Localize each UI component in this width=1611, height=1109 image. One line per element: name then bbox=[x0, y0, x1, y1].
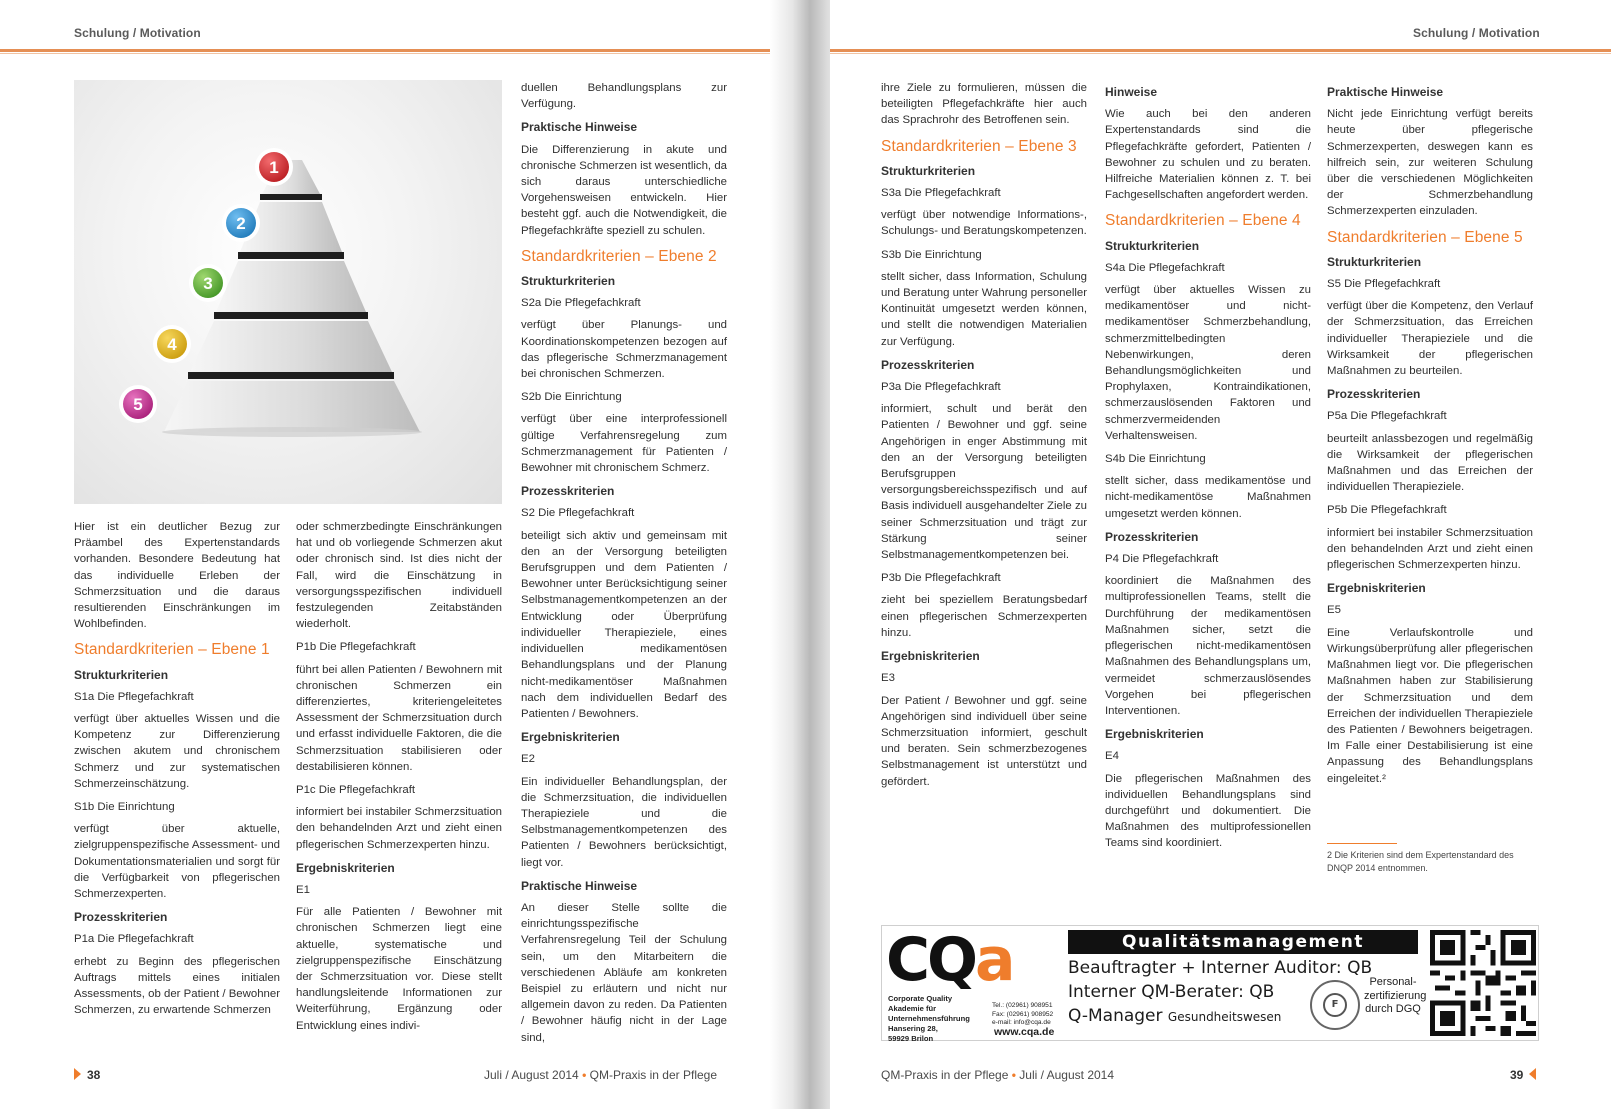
criterion-text: Die pflegerischen Maßnahmen des individuellen Behandlungsplans sind durchgeführt und dokumentiert. Die Maßnahmen des multiprofessionellen Teams sind koordiniert. bbox=[1105, 772, 1311, 850]
criterion-text: informiert bei instabiler Schmerzsituation den behandelnden Arzt und zieht einen pflegerischen Schmerzexperten hinzu. bbox=[1327, 526, 1533, 572]
left-col-2 bbox=[296, 519, 502, 1041]
certification-seal-icon: F bbox=[1310, 980, 1360, 1030]
right-col-1 bbox=[881, 80, 1087, 797]
subheading-ergebnis: Ergebniskriterien bbox=[1327, 581, 1426, 596]
footer-magazine: QM-Praxis in der Pflege bbox=[589, 1068, 718, 1082]
criterion-text: stellt sicher, dass medikamentöse und nicht-medikamentöse Maßnahmen umgesetzt werden können. bbox=[1105, 475, 1311, 520]
ad-banner-title: Qualitätsmanagement bbox=[1068, 930, 1418, 954]
heading-ebene-1: Standardkriterien – Ebene 1 bbox=[74, 641, 270, 659]
criterion-text: informiert, schult und berät den Patienten / Bewohner und ggf. seine Angehörigen in enger Abstimmung mit den an der Versorgung beteiligten Berufsgruppen versorgungsbereichsspezifisch und auf Basis individuell ausgehandelter Ziele zu seiner Schmerzsituation und trägt zur Stärkung seiner Selbstmanagementkompetenzen bei. bbox=[881, 403, 1087, 562]
subheading-hinweise: Hinweise bbox=[1105, 85, 1158, 99]
heading-ebene-4: Standardkriterien – Ebene 4 bbox=[1105, 212, 1301, 230]
step-3-badge bbox=[189, 264, 227, 302]
subheading-struktur: Strukturkriterien bbox=[881, 163, 976, 178]
criterion-label: S1a Die Pflegefachkraft bbox=[74, 690, 194, 703]
subheading-prozess: Prozesskriterien bbox=[1327, 387, 1421, 402]
running-head-right: Schulung / Motivation bbox=[1413, 26, 1540, 40]
criterion-text: beurteilt anlassbezogen und regelmäßig die Wirksamkeit der pflegerischen Maßnahmen und das Erreichen der individuellen Therapieziele. bbox=[1327, 432, 1533, 494]
criterion-label: E1 bbox=[296, 884, 310, 897]
criterion-text: informiert bei instabiler Schmerzsituation den behandelnden Arzt und zieht einen pflegerischen Schmerzexperten hinzu. bbox=[296, 806, 502, 851]
footer-dot: • bbox=[582, 1068, 587, 1082]
page-marker-icon bbox=[74, 1068, 81, 1080]
ad-address: Corporate Quality Akademie für Unternehmensführung Hansering 28, 59929 Brilon bbox=[888, 994, 970, 1043]
criterion-label: E4 bbox=[1105, 750, 1119, 763]
criterion-label: P4 Die Pflegefachkraft bbox=[1105, 553, 1219, 566]
step-1-label: 1 bbox=[269, 158, 279, 177]
footer-left bbox=[484, 1068, 717, 1082]
criterion-label: P5a Die Pflegefachkraft bbox=[1327, 410, 1447, 423]
subheading-praxis: Praktische Hinweise bbox=[1327, 85, 1444, 99]
ad-line-2: Interner QM-Berater: QB bbox=[1068, 982, 1275, 1002]
criterion-text: koordiniert die Maßnahmen des multiprofessionellen Teams, stellt die Durchführung der medikamentösen Maßnahmen sicher, setzt die pflegerischen nicht-medikamentösen Maßnahmen des Behandlungsplans um, vermeidet schmerzauslösendes Vorgehen bei pflegerischen Interventionen. bbox=[1105, 575, 1311, 717]
intro-paragraph: Hier ist ein deutlicher Bezug zur Präambel des Expertenstandards vorhanden. Besondere Bedeutung hat das individuelle Erleben der Schmerzsituation und die daraus resultierenden Einschränkungen im Wohlbefinden. bbox=[74, 521, 280, 631]
heading-ebene-3: Standardkriterien – Ebene 3 bbox=[881, 137, 1077, 155]
subheading-prozess: Prozesskriterien bbox=[521, 484, 615, 499]
criterion-text: Eine Verlaufskontrolle und Wirkungsüberprüfung aller pflegerischen Maßnahmen liegt vor. Die pflegerischen Maßnahmen haben zur Stabilisierung der Schmerzsituation und dem Erreichen der individuellen Therapieziele des Patienten / Bewohners beigetragen. Im Falle einer Destabilisierung ist eine Anpassung des Behandlungsplans eingeleitet.² bbox=[1327, 626, 1533, 785]
left-col-3 bbox=[521, 80, 727, 1053]
page-number-left: 38 bbox=[74, 1068, 100, 1082]
subheading-struktur: Strukturkriterien bbox=[1327, 254, 1422, 269]
criterion-label: S4a Die Pflegefachkraft bbox=[1105, 261, 1225, 274]
step-2-badge bbox=[222, 204, 260, 242]
subheading-struktur: Strukturkriterien bbox=[1105, 238, 1200, 253]
subheading-ergebnis: Ergebniskriterien bbox=[881, 649, 980, 664]
page-number-right: 39 bbox=[1510, 1068, 1536, 1082]
criterion-label: E2 bbox=[521, 753, 535, 766]
criterion-text: verfügt über die Kompetenz, den Verlauf der Schmerzsituation, das Erreichen individueller Therapieziele und die Wirksamkeit der pflegerischen Maßnahmen zu beurteilen. bbox=[1327, 300, 1533, 378]
criterion-text: verfügt über notwendige Informations-, Schulungs- und Beratungskompetenzen. bbox=[881, 209, 1087, 238]
page-marker-icon bbox=[1529, 1068, 1536, 1080]
ad-line-3: Q-Manager Gesundheitswesen bbox=[1068, 1006, 1282, 1026]
heading-ebene-2: Standardkriterien – Ebene 2 bbox=[521, 247, 717, 265]
cqa-advertisement[interactable] bbox=[881, 925, 1539, 1041]
left-col-1 bbox=[74, 519, 280, 1025]
criterion-text: zieht bei speziellem Beratungsbedarf einen pflegerischen Schmerzexperten hinzu. bbox=[881, 594, 1087, 639]
ad-certification-text: Personal- zertifizierung durch DGQ bbox=[1364, 976, 1427, 1015]
header-rule-thin bbox=[0, 53, 770, 54]
continued-paragraph: duellen Behandlungsplans zur Verfügung. bbox=[521, 82, 727, 111]
step-3-label: 3 bbox=[203, 274, 213, 293]
criterion-text: verfügt über Planungs- und Koordinationskompetenzen bezogen auf das pflegerische Schmerzmanagement bei chronischen Schmerzen. bbox=[521, 319, 727, 381]
subheading-ergebnis: Ergebniskriterien bbox=[1105, 727, 1204, 742]
subheading-ergebnis: Ergebniskriterien bbox=[296, 860, 395, 875]
criterion-label: S2a Die Pflegefachkraft bbox=[521, 297, 641, 310]
subheading-praxis: Praktische Hinweise bbox=[521, 878, 638, 893]
praxis-text: Die Differenzierung in akute und chronische Schmerzen ist wesentlich, da sich daraus unterschiedliche Vorgehensweisen entwickeln. Hier besteht ggf. auch die Notwendigkeit, die Pflegefachkräfte speziell zu schulen. bbox=[521, 143, 727, 237]
criterion-label: S2b Die Einrichtung bbox=[521, 391, 622, 404]
footer-right bbox=[881, 1068, 1114, 1082]
footer-magazine: QM-Praxis in der Pflege bbox=[881, 1068, 1009, 1082]
cqa-logo: CQa bbox=[886, 925, 1013, 995]
running-head: Schulung / Motivation bbox=[74, 26, 201, 40]
criterion-label: S1b Die Einrichtung bbox=[74, 801, 175, 814]
criterion-text: verfügt über eine interprofessionell gültige Verfahrensregelung zum Schmerzmanagement für Patienten / Bewohner mit chronischem Schmerz. bbox=[521, 413, 727, 475]
criterion-text: verfügt über aktuelles Wissen zu medikamentöser und nicht-medikamentöser Schmerzbehandlung, schmerzmittelbedingten Nebenwirkungen, deren Behandlungsmöglichkeiten und Prophylaxen, Kontraindikationen, schmerzauslösenden Faktoren und schmerzvermeidenden Verhaltensweisen. bbox=[1105, 284, 1311, 442]
step-5-badge bbox=[119, 385, 157, 423]
footer-issue: Juli / August 2014 bbox=[1019, 1068, 1115, 1082]
subheading-struktur: Strukturkriterien bbox=[521, 274, 616, 289]
subheading-prozess: Prozesskriterien bbox=[74, 910, 168, 925]
criterion-text: erhebt zu Beginn des pflegerischen Auftrags mittels eines initialen Assessments, ob der Patient / Bewohner Schmerzen, zu erwartende Schmerzen bbox=[74, 955, 280, 1017]
criterion-label: E5 bbox=[1327, 604, 1341, 617]
criterion-text: stellt sicher, dass Information, Schulung und Beratung unter Wahrung personeller Kontinuität umgesetzt werden können, und stellt die notwendigen Materialien zur Verfügung. bbox=[881, 270, 1088, 348]
step-1-badge bbox=[255, 148, 293, 186]
step-2-label: 2 bbox=[236, 214, 246, 233]
criterion-text: beteiligt sich aktiv und gemeinsam mit den an der Versorgung beteiligten Berufsgruppen und dem Patienten / Bewohner unter Berücksichtigung seiner Selbstmanagementkompetenzen an der Entwicklung oder Überprüfung individueller Therapieziele, eines individuellen medikamentösen Behandlungsplans und der Planung nicht-medikamentöser Maßnahmen nach dem individuellen Bedarf des Patienten / Bewohners. bbox=[521, 529, 727, 720]
header-rule-thin bbox=[830, 53, 1611, 54]
footnote-rule bbox=[1327, 843, 1397, 844]
criterion-label: E3 bbox=[881, 672, 895, 685]
criterion-label: P3b Die Pflegefachkraft bbox=[881, 572, 1001, 585]
criterion-text: verfügt über aktuelles Wissen und die Kompetenz zur Differenzierung zwischen akutem und chronischem Schmerz und zur systematischen Schmerzeinschätzung. bbox=[74, 713, 280, 790]
criterion-label: S3a Die Pflegefachkraft bbox=[881, 187, 1001, 200]
praxis-text: An dieser Stelle sollte die einrichtungsspezifische Verfahrensregelung Teil der Schulung sein, um den Mitarbeitern die verschiedenen Abläufe am konkreten Beispiel zu erläutern und nicht nur allgemein davon zu reden. Da Patienten / Bewohner häufig nicht in der Lage sind, bbox=[521, 901, 727, 1044]
left-page bbox=[0, 0, 790, 1109]
criterion-text: verfügt über aktuelle, zielgruppenspezifische Assessment- und Dokumentationsmaterialien und sorgt für die Verfügbarkeit von pflegerischen Schmerzexperten. bbox=[74, 823, 280, 901]
header-rule bbox=[0, 49, 770, 52]
criterion-label: P5b Die Pflegefachkraft bbox=[1327, 504, 1447, 517]
pyramid-illustration bbox=[74, 80, 502, 504]
continued-paragraph: oder schmerzbedingte Einschränkungen hat und ob vorliegende Schmerzen akut oder chronisch sind. Ist dies nicht der Fall, wird die Einschätzung in versorgungsspezifischen individuell festzulegenden Zeitabständen wiederholt. bbox=[296, 521, 502, 631]
qr-code-icon[interactable] bbox=[1430, 930, 1536, 1036]
step-5-label: 5 bbox=[133, 395, 143, 414]
subheading-prozess: Prozesskriterien bbox=[1105, 529, 1199, 544]
criterion-label: P1c Die Pflegefachkraft bbox=[296, 784, 416, 797]
criterion-label: S4b Die Einrichtung bbox=[1105, 453, 1206, 466]
right-col-2 bbox=[1105, 80, 1311, 859]
criterion-text: Für alle Patienten / Bewohner mit chronischen Schmerzen liegt eine aktuelle, systematische und zielgruppenspezifische Einschätzung der Schmerzsituation vor. Diese stellt handlungsleitende Informationen zur Weiterführung, Ergänzung oder Entwicklung eines indivi- bbox=[296, 906, 502, 1032]
heading-ebene-5: Standardkriterien – Ebene 5 bbox=[1327, 228, 1523, 246]
subheading-ergebnis: Ergebniskriterien bbox=[521, 730, 620, 745]
criterion-label: S3b Die Einrichtung bbox=[881, 248, 982, 261]
ad-contact: Tel.: (02961) 908951 Fax: (02961) 908952 e-mail: info@cqa.de bbox=[992, 1002, 1054, 1026]
criterion-text: führt bei allen Patienten / Bewohnern mit chronischen Schmerzen ein differenziertes, kriteriengeleitetes Assessment der Schmerzsituation durch und erfasst individuelle Faktoren, die die Schmerzsituation stabilisieren oder destabilisieren können. bbox=[296, 663, 502, 773]
subheading-struktur: Strukturkriterien bbox=[74, 667, 169, 682]
hinweise-text: Wie auch bei den anderen Expertenstandards sind die Pflegefachkräfte gefordert, Patienten / Bewohner zu schulen und zu beraten. Hilfreiche Materialien können z. T. bei Fachgesellschaften angefordert werden. bbox=[1105, 108, 1311, 202]
criterion-label: S5 Die Pflegefachkraft bbox=[1327, 278, 1441, 291]
step-4-badge bbox=[153, 325, 191, 363]
header-rule bbox=[830, 49, 1611, 52]
footer-dot: • bbox=[1011, 1068, 1016, 1082]
subheading-praxis: Praktische Hinweise bbox=[521, 120, 638, 135]
criterion-text: Der Patient / Bewohner und ggf. seine Angehörigen sind individuell über seine Schmerzsituation informiert, geschult und beraten. Sein schmerzbezogenes Selbstmanagement ist unterstützt und gefördert. bbox=[881, 694, 1087, 788]
ad-website-link[interactable]: www.cqa.de bbox=[994, 1026, 1055, 1038]
subheading-prozess: Prozesskriterien bbox=[881, 357, 975, 372]
ad-line-1: Beauftragter + Interner Auditor: QB bbox=[1068, 958, 1373, 978]
criterion-label: P3a Die Pflegefachkraft bbox=[881, 381, 1001, 394]
footnote: 2 Die Kriterien sind dem Expertenstandard des DNQP 2014 entnommen. bbox=[1327, 850, 1514, 873]
continued-paragraph: ihre Ziele zu formulieren, müssen die beteiligten Pflegefachkräfte hier auch das Sprachrohr des Betroffenen sein. bbox=[881, 82, 1087, 127]
criterion-label: P1a Die Pflegefachkraft bbox=[74, 933, 194, 946]
criterion-label: S2 Die Pflegefachkraft bbox=[521, 507, 635, 520]
criterion-text: Ein individueller Behandlungsplan, der die Schmerzsituation, die individuellen Therapieziele und die Selbstmanagementkompetenzen des Patienten / Bewohners berücksichtigt, liegt vor. bbox=[521, 775, 727, 869]
footer-issue: Juli / August 2014 bbox=[484, 1068, 579, 1082]
praxis-text: Nicht jede Einrichtung verfügt bereits heute über pflegerische Schmerzexperten, deswegen kann es hilfreich sein, zur weiteren Schulung über die verschiedenen Möglichkeiten der Schmerzbehandlung Schmerzexperten einzuladen. bbox=[1327, 108, 1533, 218]
right-col-3 bbox=[1327, 80, 1533, 794]
step-4-label: 4 bbox=[167, 335, 177, 354]
criterion-label: P1b Die Pflegefachkraft bbox=[296, 641, 416, 654]
pyramid-figure bbox=[74, 80, 502, 504]
